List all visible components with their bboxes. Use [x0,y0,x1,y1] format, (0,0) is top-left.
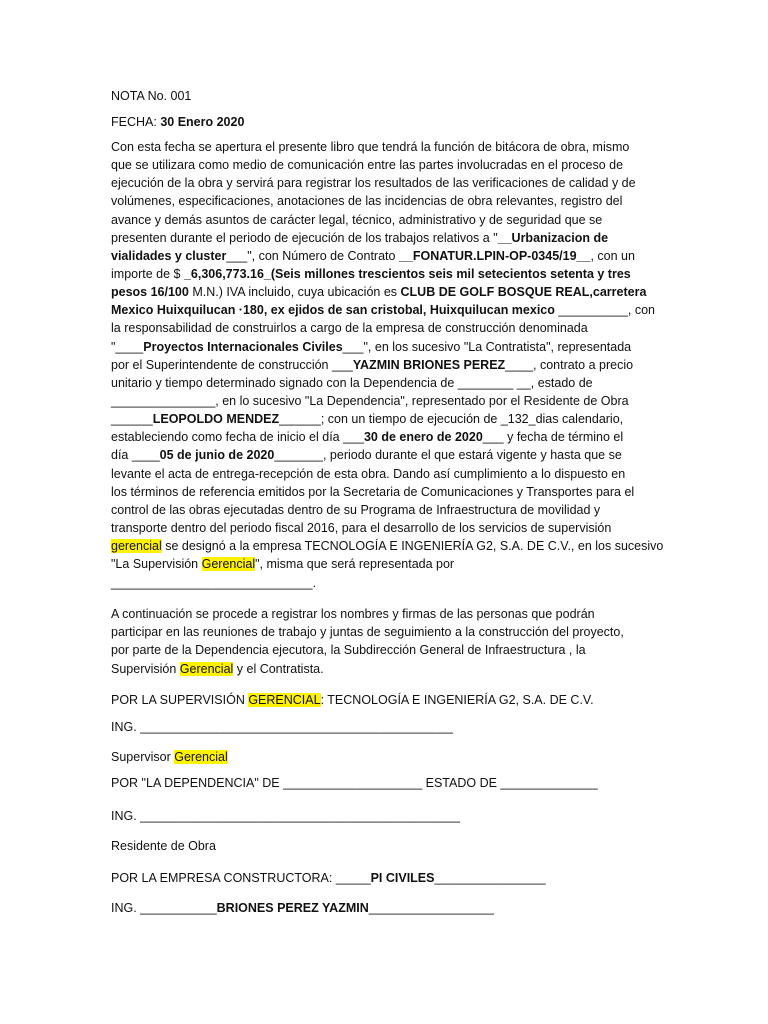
text-run: día ____ [111,448,160,462]
para1-line: Con esta fecha se apertura el presente libro que tendrá la función de bitácora de obra, mismo [111,140,630,154]
para1-line [111,356,633,374]
project-name: __Urbanizacion de [497,231,609,245]
para1-line [111,301,655,319]
highlighted-word: Gerencial [179,662,234,676]
text-run: __________________ [368,901,494,915]
text-run: ", misma que será representada por [255,557,455,571]
para1-line [111,247,635,265]
para2-line: por parte de la Dependencia ejecutora, la Subdirección General de Infraestructura , la [111,643,586,657]
para1-line [111,265,631,283]
para1-line: levante el acta de entrega-recepción de esta obra. Dando así cumplimiento a lo dispuesto en [111,467,626,481]
start-date: 30 de enero de 2020 [363,430,483,444]
para1-line: los términos de referencia emitidos por la Secretaria de Comunicaciones y Transportes para el [111,485,635,499]
end-date: 05 de junio de 2020 [159,448,275,462]
text-run: ______ [111,412,153,426]
location: CLUB DE GOLF BOSQUE REAL,carretera [400,285,647,299]
date-label: FECHA: [111,115,161,129]
text-run: ING. ___________ [111,901,217,915]
text-run: M.N.) IVA incluido, cuya ubicación es [188,285,401,299]
para1-line [111,410,623,428]
text-run: Supervisor [111,750,175,764]
signature-line-ing2: ING. ______________________________________________ [111,809,460,823]
text-run: ___", en los sucesivo "La Contratista", representada [342,340,632,354]
para2-line: participar en las reuniones de trabajo y juntas de seguimiento a la construcción del proyecto, [111,625,624,639]
para1-line: ejecución de la obra y servirá para registrar los resultados de las verificaciones de calidad y de [111,176,636,190]
text-run: ________________ [434,871,546,885]
highlighted-word: Gerencial [174,750,228,764]
superintendent-name: YAZMIN BRIONES PEREZ [352,358,506,372]
signer-name: BRIONES PEREZ YAZMIN [216,901,369,915]
highlighted-word: GERENCIAL [248,693,321,707]
para1-line [111,537,663,555]
text-run: por el Superintendente de construcción ___ [111,358,353,372]
supervisor-title [111,748,228,766]
text-run: importe de $ [111,267,184,281]
text-run: "____ [111,340,144,354]
amount: _6,306,773.16_(Seis millones trescientos seis mil setecientos setenta y tres [183,267,631,281]
text-run: : TECNOLOGÍA E INGENIERÍA G2, S.A. DE C.V. [320,693,594,707]
resident-name: LEOPOLDO MENDEZ [152,412,280,426]
para1-line: control de las obras ejecutadas dentro de su Programa de Infraestructura de movilidad y [111,503,601,517]
text-run: ____, contrato a precio [505,358,634,372]
para1-line: avance y demás asuntos de carácter legal, técnico, administrativo y de seguridad que se [111,213,603,227]
highlighted-word: gerencial [111,539,162,553]
text-run: ___ y fecha de término el [482,430,624,444]
para1-line [111,229,608,247]
text-run: "La Supervisión [111,557,202,571]
supervision-line [111,691,594,709]
company-line [111,869,546,887]
para1-line: volúmenes, especificaciones, anotaciones de las incidencias de obra relevantes, registro del [111,194,623,208]
signature-line-ing1: ING. _____________________________________________ [111,720,454,734]
para1-line [111,446,622,464]
para1-line: que se utilizara como medio de comunicación entre las partes involucradas en el proceso de [111,158,624,172]
text-run: __________, con [558,303,655,317]
highlighted-word: Gerencial [201,557,256,571]
note-date [111,113,244,131]
amount-cont: pesos 16/100 [111,285,189,299]
para1-line [111,428,623,446]
para1-line: _______________, en lo sucesivo "La Dependencia", representado por el Residente de Obra [111,394,629,408]
project-name-cont: vialidades y cluster [111,249,227,263]
text-run: POR LA EMPRESA CONSTRUCTORA: _____ [111,871,371,885]
text-run: , con un [590,249,635,263]
para2-line: A continuación se procede a registrar los nombres y firmas de las personas que podrán [111,607,595,621]
text-run: presenten durante el periodo de ejecución de los trabajos relativos a " [111,231,498,245]
text-run: POR LA SUPERVISIÓN [111,693,249,707]
text-run: ___", con Número de Contrato [226,249,399,263]
note-number: NOTA No. 001 [111,89,192,103]
text-run: se designó a la empresa TECNOLOGÍA E INGENIERÍA G2, S.A. DE C.V., en los sucesivo [161,539,664,553]
company-name: PI CIVILES [370,871,435,885]
para2-line [111,660,324,678]
contract-number: __FONATUR.LPIN-OP-0345/19__ [398,249,591,263]
text-run: estableciendo como fecha de inicio el día ___ [111,430,364,444]
para1-line: unitario y tiempo determinado signado con la Dependencia de ________ __, estado de [111,376,593,390]
para1-line: transporte dentro del periodo fiscal 2016, para el desarrollo de los servicios de supervisión [111,521,612,535]
dependency-line: POR "LA DEPENDENCIA" DE ____________________ ESTADO DE ______________ [111,776,598,790]
text-run: Supervisión [111,662,180,676]
para1-line [111,338,631,356]
date-value: 30 Enero 2020 [160,115,245,129]
text-run: y el Contratista. [233,662,324,676]
para1-line: _____________________________. [111,576,317,590]
text-run: ______; con un tiempo de ejecución de _132_dias calendario, [279,412,624,426]
para1-line [111,555,454,573]
contractor-name: Proyectos Internacionales Civiles [143,340,343,354]
para1-line: la responsabilidad de construirlos a cargo de la empresa de construcción denominada [111,321,588,335]
resident-title: Residente de Obra [111,839,216,853]
signature-line-ing3 [111,899,494,917]
para1-line [111,283,646,301]
location-cont: Mexico Huixquilucan ·180, ex ejidos de san cristobal, Huixquilucan mexico [111,303,559,317]
text-run: _______, periodo durante el que estará vigente y hasta que se [274,448,622,462]
